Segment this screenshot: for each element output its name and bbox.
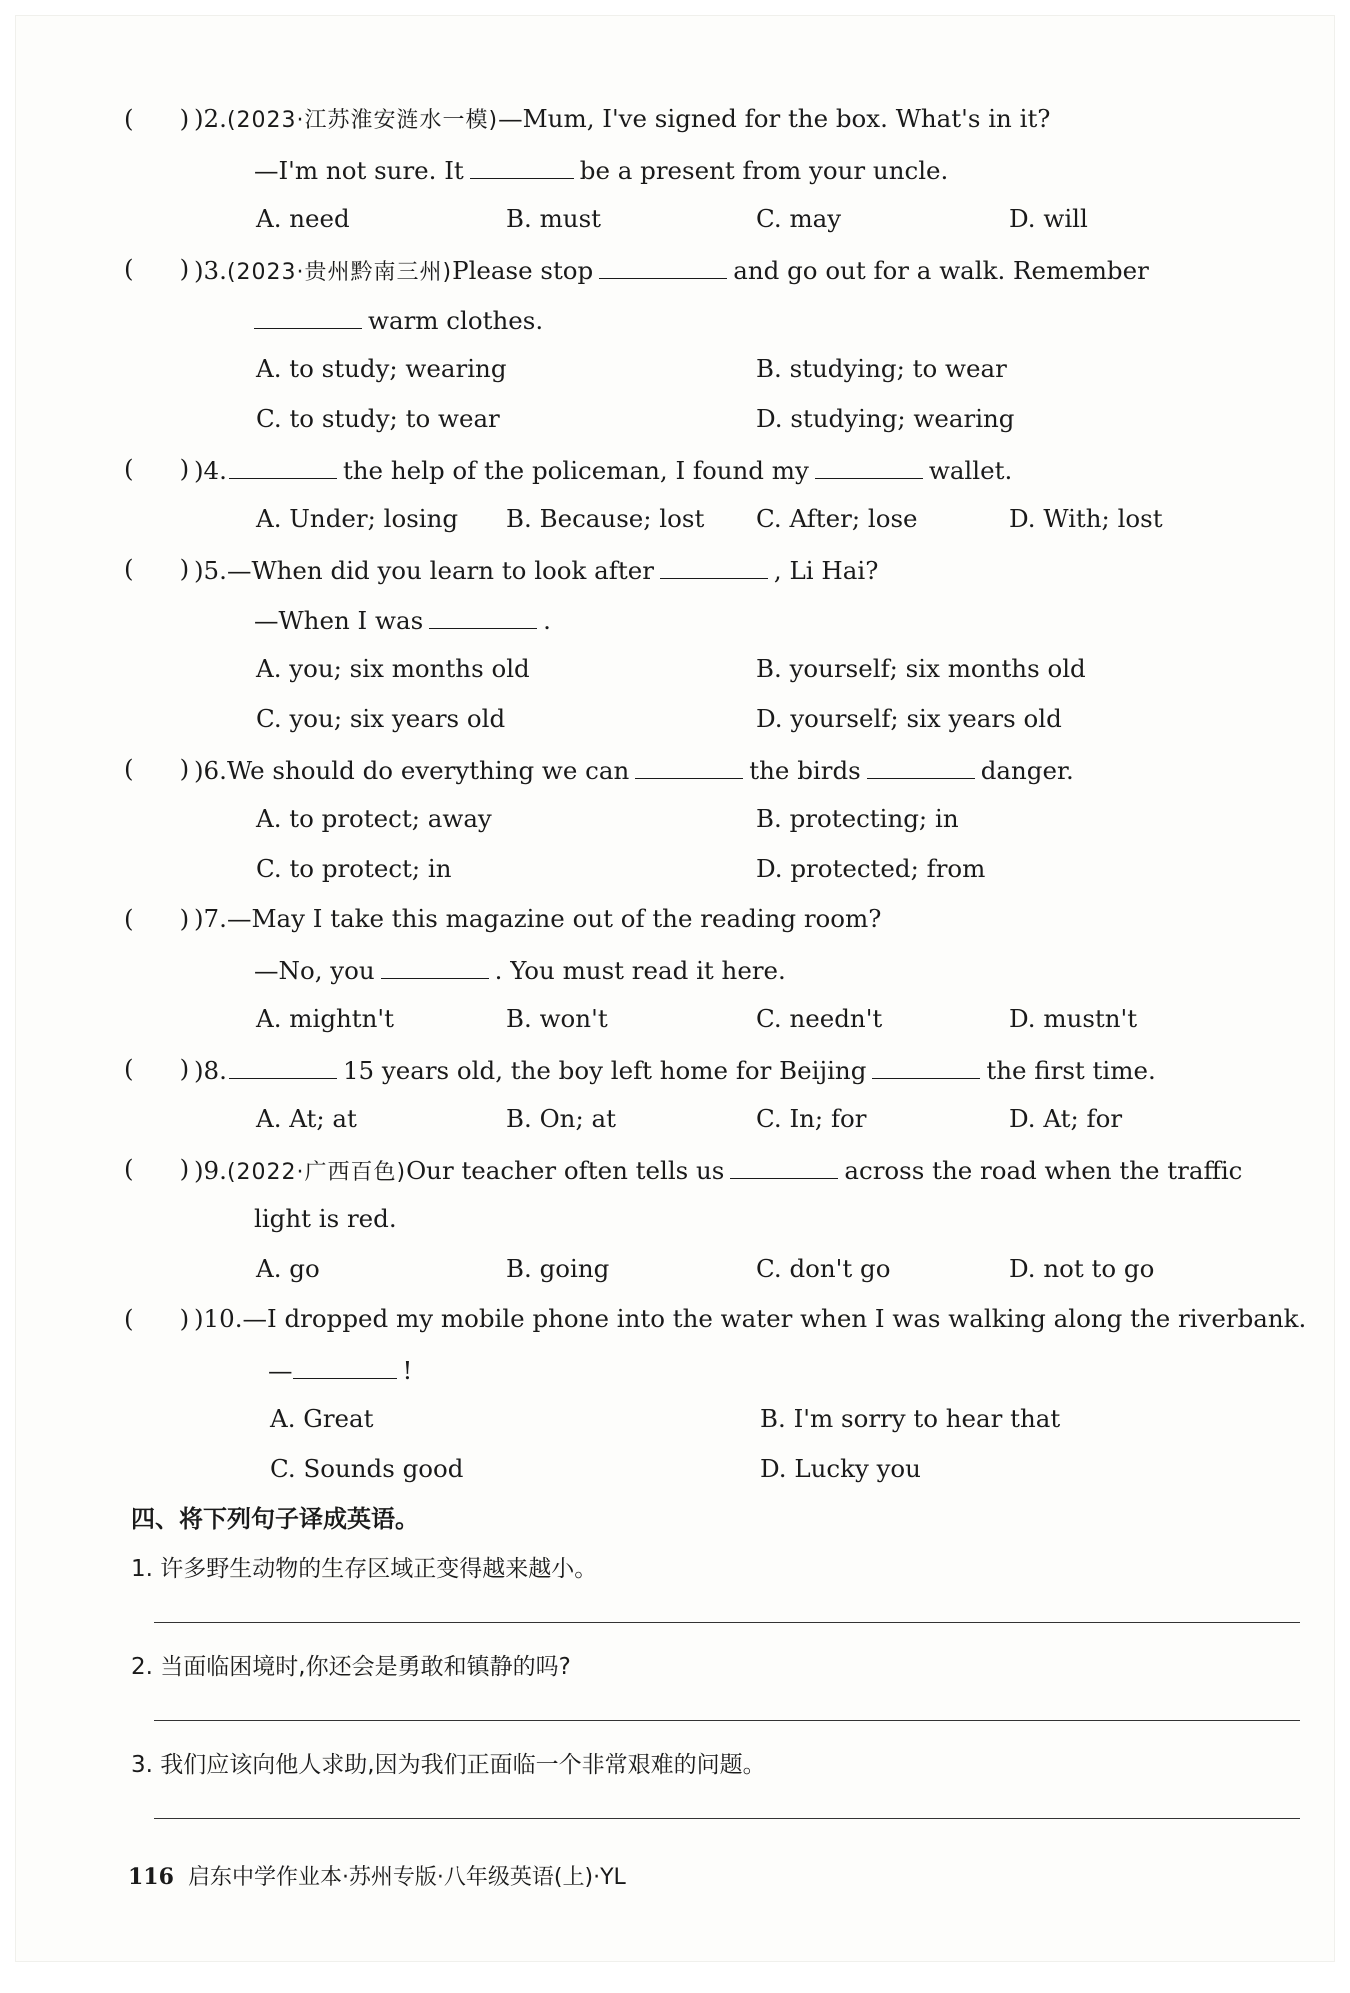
answer-bracket[interactable]: ( ) [124,1304,190,1333]
option-b: B. won't [506,1004,608,1033]
question-3: )3.(2023·贵州黔南三州)Please stop and go out for a walk. Remember [194,256,1149,285]
worksheet-page [16,16,1334,1961]
question-7-line2: —No, you . You must read it here. [254,956,786,985]
fill-blank[interactable] [429,604,537,629]
answer-bracket[interactable]: ( ) [124,754,190,783]
translation-item-1: 1. 许多野生动物的生存区域正变得越来越小。 [131,1556,598,1582]
answer-bracket[interactable]: ( ) [124,904,190,933]
option-c: C. don't go [756,1254,891,1283]
answer-bracket[interactable]: ( ) [124,454,190,483]
question-6: )6.We should do everything we can the birds danger. [194,756,1074,785]
fill-blank[interactable] [815,454,923,479]
option-b: B. must [506,204,602,233]
option-b: B. studying; to wear [756,354,1007,383]
option-b: B. Because; lost [506,504,705,533]
question-2-line2: —I'm not sure. It be a present from your uncle. [254,156,949,185]
option-d: D. At; for [1009,1104,1123,1133]
answer-line[interactable] [154,1818,1300,1819]
option-a: A. Under; losing [256,504,459,533]
page-number: 116 [128,1864,174,1890]
question-8: )8. 15 years old, the boy left home for Beijing the first time. [194,1056,1156,1085]
fill-blank[interactable] [660,554,768,579]
option-a: A. you; six months old [256,654,530,683]
option-d: D. With; lost [1009,504,1163,533]
book-title: 启东中学作业本·苏州专版·八年级英语(上)·YL [187,1865,626,1890]
option-a: A. mightn't [256,1004,395,1033]
option-d: D. Lucky you [760,1454,921,1483]
fill-blank[interactable] [229,454,337,479]
page-footer [128,1862,626,1893]
question-10: )10.—I dropped my mobile phone into the water when I was walking along the riverbank. [194,1304,1307,1333]
option-c: C. to protect; in [256,854,452,883]
option-c: C. In; for [756,1104,867,1133]
option-a: A. At; at [256,1104,357,1133]
question-2: )2.(2023·江苏淮安涟水一模)—Mum, I've signed for the box. What's in it? [194,104,1051,133]
option-c: C. needn't [756,1004,883,1033]
translation-item-2: 2. 当面临困境时,你还会是勇敢和镇静的吗? [131,1654,571,1680]
answer-bracket[interactable]: ( ) [124,254,190,283]
option-b: B. I'm sorry to hear that [760,1404,1061,1433]
option-a: A. to protect; away [256,804,492,833]
option-c: C. may [756,204,842,233]
option-c: C. After; lose [756,504,918,533]
option-c: C. Sounds good [270,1454,464,1483]
question-9: )9.(2022·广西百色)Our teacher often tells us across the road when the traffic [194,1156,1243,1185]
option-d: D. not to go [1009,1254,1155,1283]
option-b: B. going [506,1254,610,1283]
question-3-line2: warm clothes. [254,304,543,336]
option-a: A. Great [270,1404,374,1433]
question-5: )5.—When did you learn to look after , Li Hai? [194,556,879,585]
section-title: 四、将下列句子译成英语。 [131,1505,419,1533]
question-4: )4. the help of the policeman, I found my wallet. [194,456,1013,485]
fill-blank[interactable] [730,1154,838,1179]
question-10-line2: — ! [268,1356,413,1385]
fill-blank[interactable] [599,254,727,279]
fill-blank[interactable] [635,754,743,779]
answer-bracket[interactable]: ( ) [124,104,190,133]
fill-blank[interactable] [229,1054,337,1079]
option-c: C. you; six years old [256,704,506,733]
fill-blank[interactable] [381,954,489,979]
fill-blank[interactable] [867,754,975,779]
answer-line[interactable] [154,1622,1300,1623]
question-5-line2: —When I was . [254,606,551,635]
question-7: )7.—May I take this magazine out of the reading room? [194,904,882,933]
option-b: B. On; at [506,1104,616,1133]
answer-bracket[interactable]: ( ) [124,1154,190,1183]
option-a: A. need [256,204,350,233]
fill-blank[interactable] [470,154,574,179]
option-b: B. yourself; six months old [756,654,1086,683]
answer-bracket[interactable]: ( ) [124,554,190,583]
option-d: D. studying; wearing [756,404,1015,433]
option-d: D. will [1009,204,1088,233]
option-d: D. mustn't [1009,1004,1138,1033]
option-d: D. protected; from [756,854,986,883]
option-a: A. go [256,1254,320,1283]
option-a: A. to study; wearing [256,354,507,383]
question-9-line2: light is red. [254,1204,397,1233]
option-b: B. protecting; in [756,804,959,833]
fill-blank[interactable] [254,304,362,329]
answer-bracket[interactable]: ( ) [124,1054,190,1083]
fill-blank[interactable] [872,1054,980,1079]
answer-line[interactable] [154,1720,1300,1721]
option-c: C. to study; to wear [256,404,500,433]
translation-item-3: 3. 我们应该向他人求助,因为我们正面临一个非常艰难的问题。 [131,1752,766,1778]
fill-blank[interactable] [293,1354,397,1379]
option-d: D. yourself; six years old [756,704,1062,733]
